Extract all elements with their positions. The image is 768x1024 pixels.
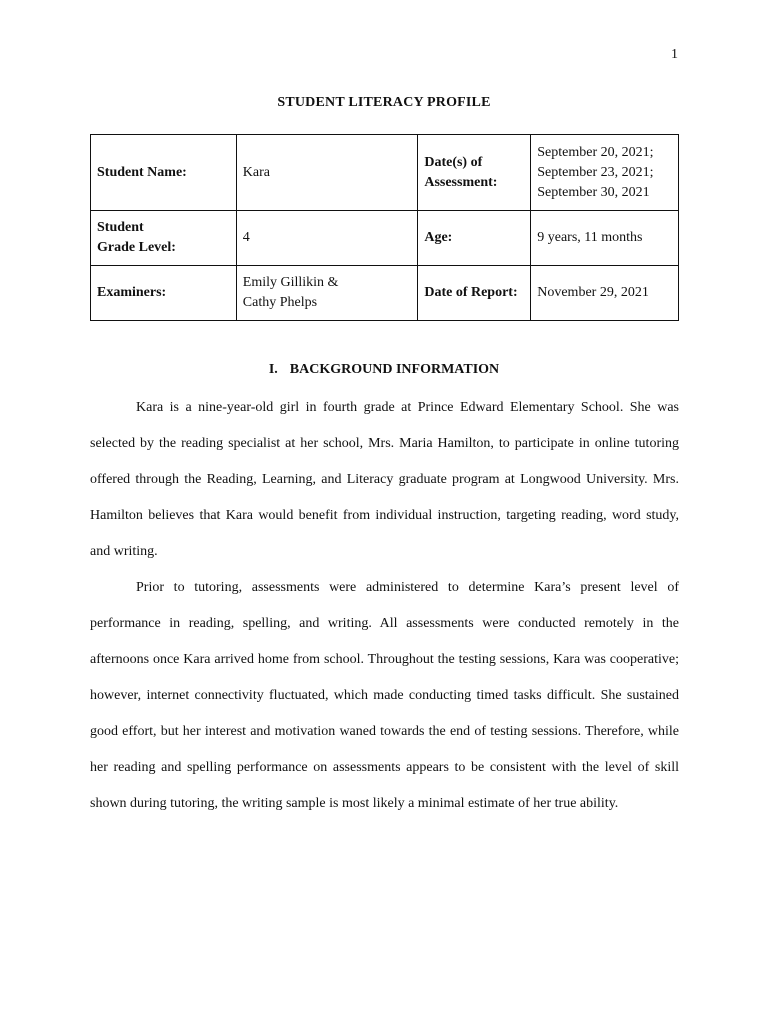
assessment-date: September 23, 2021;	[537, 164, 654, 180]
grade-level-label	[91, 211, 237, 266]
examiner-name: Cathy Phelps	[242, 295, 318, 310]
section-heading-text: BACKGROUND INFORMATION	[289, 362, 500, 377]
section-heading	[0, 362, 768, 378]
report-date-value: November 29, 2021	[531, 266, 679, 321]
student-name-value: Kara	[236, 135, 418, 211]
assessment-dates-label-line2: Assessment:	[424, 174, 498, 190]
table-row	[91, 266, 679, 321]
section-number: I.	[268, 362, 278, 377]
grade-level-label-line1: Student	[97, 220, 144, 235]
table-row	[91, 135, 679, 211]
age-value: 9 years, 11 months	[531, 211, 679, 266]
examiners-value	[236, 266, 418, 321]
paragraph: Kara is a nine-year-old girl in fourth grade at Prince Edward Elementary School. She was selected by the reading specialist at her school, Mrs. Maria Hamilton, to participate in online tutoring offered through the Reading, Learning, and Literacy graduate program at Longwood University. Mrs. Hamilton believes that Kara would benefit from individual instruction, targeting reading, word study, and writing.	[90, 400, 679, 559]
examiner-name: Emily Gillikin &	[242, 275, 339, 290]
page-number: 1	[671, 47, 678, 62]
student-name-label: Student Name:	[91, 135, 237, 211]
assessment-date: September 30, 2021	[537, 184, 650, 200]
page-title: STUDENT LITERACY PROFILE	[277, 95, 491, 110]
table-row	[91, 211, 679, 266]
examiners-label: Examiners:	[91, 266, 237, 321]
paragraph: Prior to tutoring, assessments were administered to determine Kara’s present level of performance in reading, spelling, and writing. All assessments were conducted remotely in the afternoons once Kara arrived home from school. Throughout the testing sessions, Kara was cooperative; however, internet connectivity fluctuated, which made conducting timed tasks difficult. She sustained good effort, but her interest and motivation waned towards the end of testing sessions. Therefore, while her reading and spelling performance on assessments appears to be consistent with the level of skill shown during tutoring, the writing sample is most likely a minimal estimate of her true ability.	[90, 580, 679, 811]
assessment-date: September 20, 2021;	[537, 144, 654, 160]
assessment-dates-value	[531, 135, 679, 211]
grade-level-value: 4	[236, 211, 418, 266]
age-label: Age:	[418, 211, 531, 266]
assessment-dates-label-line1: Date(s) of	[424, 154, 483, 170]
assessment-dates-label	[418, 135, 531, 211]
report-date-label: Date of Report:	[418, 266, 531, 321]
section-body	[90, 390, 679, 822]
student-profile-table	[90, 134, 679, 321]
grade-level-label-line2: Grade Level:	[97, 240, 176, 255]
